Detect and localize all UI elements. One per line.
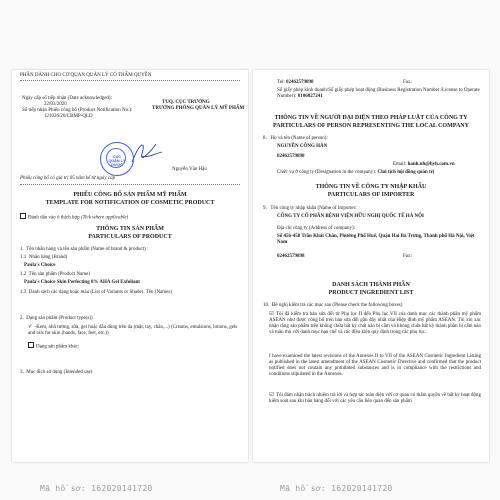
commitment-1-en: I have examined the latest revisions of the Annexes II to VII of the ASEAN Cosmetic Ingredient Listing as published in the latest amendment of the ASEAN Cosmetic Directive and confirmed that the product notified does not contain any prohibited substances and is in compliance with the restrictions and conditions stipulated in the Annexes. bbox=[269, 354, 481, 377]
commitment-2-vi: ☑ Tôi đảm nhận trách nhiệm trả lời và hợp tác toàn diện với cơ quan có thẩm quyền về bất kỳ hoạt động kiểm soát sau khi bán hàng đối với các yêu cầu liên quan đến sản phẩm bbox=[269, 392, 481, 404]
right-document-code: Mã hồ sơ: 162020141720 bbox=[280, 484, 393, 493]
rep-title-en: PARTICULARS OF PERSON REPRESENTING THE LOCAL COMPANY bbox=[273, 123, 469, 129]
commitment-1-vi: ☑ Tôi đã kiểm tra bản sửa đổi từ Phụ lục II đến Phụ lục VII của danh mục các thành phần mỹ phẩm ASEAN như được công bố trên bản sửa đổi gần đây nhất của Hiệp định mỹ phẩm ASEAN. Tôi xin xác nhận rằng sản phẩm trên không chứa bất kỳ chất nào bị cấm và không chứa bất kỳ thành phần bị cấm nào và tuân thủ với danh mục hạn chế và các điều kiện quy định trong các phụ lục. bbox=[269, 311, 481, 335]
importer-phone: 02462579898 bbox=[277, 254, 305, 259]
left-document-code: Mã hồ sơ: 162020141720 bbox=[40, 484, 153, 493]
section-product-en: PARTICULARS OF PRODUCT bbox=[88, 234, 172, 240]
notification-no-label: Số tiếp nhận Phiếu công bố (Product Notification No.): bbox=[22, 108, 133, 113]
commitment-item: 10. Đề nghị kiểm tra các mục sau (Please check the following boxes) bbox=[263, 303, 403, 308]
rep-email: Email: hanh.nh@hyh.com.vn bbox=[393, 162, 455, 167]
item-1-1-label: 1.1 Nhãn hàng (Brand) bbox=[20, 255, 68, 260]
product-name-value: Paula's Choice Skin Perfecting 8% AHA Gel Exfoliant bbox=[24, 280, 140, 285]
stamp-text-2: QUẢN LÝ bbox=[108, 159, 126, 164]
item-2-other: Dạng sản phẩm khác: bbox=[28, 342, 79, 350]
signer-name: Nguyễn Văn Hậu bbox=[172, 167, 207, 172]
authority-line-2: TRƯỞNG PHÒNG QUẢN LÝ MỸ PHẨM bbox=[152, 106, 245, 111]
item-2-detail: ✓ -Kem, nhũ tương, sữa, gel hoặc dầu dùng trên da (mặt, tay, chân,...) (Creams, emulsions, lotions, gels and oils for skin (hands, face, feet, etc.)) bbox=[28, 324, 238, 336]
item-1-3-label: 1.3 Danh sách các dạng hoặc màu (List of Variants or Shade). Tên (Names) bbox=[20, 290, 172, 295]
importer-address-label: Địa chỉ công ty (Address of company): bbox=[277, 226, 356, 231]
tick-note-en: (Tick where applicable) bbox=[80, 215, 129, 221]
title-en: TEMPLATE FOR NOTIFICATION OF COSMETIC PRODUCT bbox=[45, 200, 215, 206]
rep-name: NGUYỄN CÔNG HÂN bbox=[277, 144, 328, 149]
authority-line-1: TUQ. CỤC TRƯỞNG bbox=[162, 100, 210, 105]
stamp-text-1: CỤC bbox=[112, 155, 122, 159]
section-product-vi: THÔNG TIN SẢN PHẨM bbox=[96, 226, 164, 232]
authority-heading: PHẦN DÀNH CHO CƠ QUAN QUẢN LÝ CÓ THẨM QUYỀN bbox=[20, 73, 152, 78]
importer-title-en: PARTICULARS OF IMPORTER bbox=[327, 192, 415, 198]
title-vi: PHIẾU CÔNG BỐ SẢN PHẨM MỸ PHẨM bbox=[73, 192, 187, 198]
tick-note bbox=[20, 213, 128, 221]
importer-item: 9. Tên công ty nhập khẩu (Name of Importer: bbox=[263, 206, 357, 211]
importer-address: Số 456-458 Trần Khát Chân, Phường Phố Huế, Quận Hai Bà Trưng, Thành phố Hà Nội, Việt Nam bbox=[277, 234, 475, 245]
item-1-label: 1. Tên nhãn hàng và tên sản phẩm (Name of brand & product) : bbox=[20, 247, 149, 252]
tick-box bbox=[20, 213, 26, 219]
item-1-2-label: 1.2 Tên sản phẩm (Product Name) bbox=[20, 272, 91, 277]
seal-stamp bbox=[100, 142, 134, 176]
receipt-date: 22/03/2020 bbox=[44, 102, 67, 107]
rep-title-vi: THÔNG TIN VỀ NGƯỜI ĐẠI DIỆN THEO PHÁP LUẬT CỦA CÔNG TY bbox=[274, 115, 468, 121]
stamp-text-3: DƯỢC bbox=[111, 163, 123, 168]
ingredient-title-vi: DANH SÁCH THÀNH PHẦN bbox=[332, 282, 410, 288]
item-2-label: 2. Dạng sản phẩm (Product type(s)) bbox=[20, 316, 93, 321]
tick-note-vi: Đánh dấu vào ô thích hợp bbox=[28, 215, 80, 221]
ingredient-title-en: PRODUCT INGREDIENT LIST bbox=[328, 290, 414, 296]
company-fax: Fax: bbox=[403, 80, 412, 85]
importer-fax: Fax: bbox=[403, 254, 412, 259]
item-3-label: 3. Mục đích sử dụng (Intended use) bbox=[20, 370, 93, 375]
notification-page-left bbox=[12, 70, 248, 462]
rep-item: 8. Họ và tên (Name of person): bbox=[263, 136, 328, 141]
validity-note: Phiếu công bố có giá trị 05 năm kể từ ngày cấp bbox=[20, 176, 116, 181]
importer-name: CÔNG TY CỔ PHẦN BỆNH VIỆN HỮU NGHỊ QUỐC TẾ HÀ NỘI bbox=[277, 214, 425, 219]
rep-position: Chức vụ ở công ty (Designation in the company): Chủ tịch hội đồng quản trị bbox=[277, 170, 435, 175]
notification-page-right bbox=[253, 70, 489, 462]
importer-title-vi: THÔNG TIN VỀ CÔNG TY NHẬP KHẨU bbox=[315, 184, 427, 190]
brand-value: Paula's Choice bbox=[24, 263, 56, 268]
registration-line: Số giấy phép kinh doanh/Số giấy phép hoạt động (Business Registration Number /License to Operate Number): 0106027241 bbox=[277, 88, 480, 99]
receipt-date-label: Ngày cấp số tiếp nhận (Date acknowledged): bbox=[22, 96, 112, 101]
rep-phone: 02462579898 bbox=[277, 154, 305, 159]
company-phone: Tel: 02462579898 bbox=[277, 80, 314, 85]
notification-no: 121026/20/CBMP-QLD bbox=[44, 114, 93, 119]
